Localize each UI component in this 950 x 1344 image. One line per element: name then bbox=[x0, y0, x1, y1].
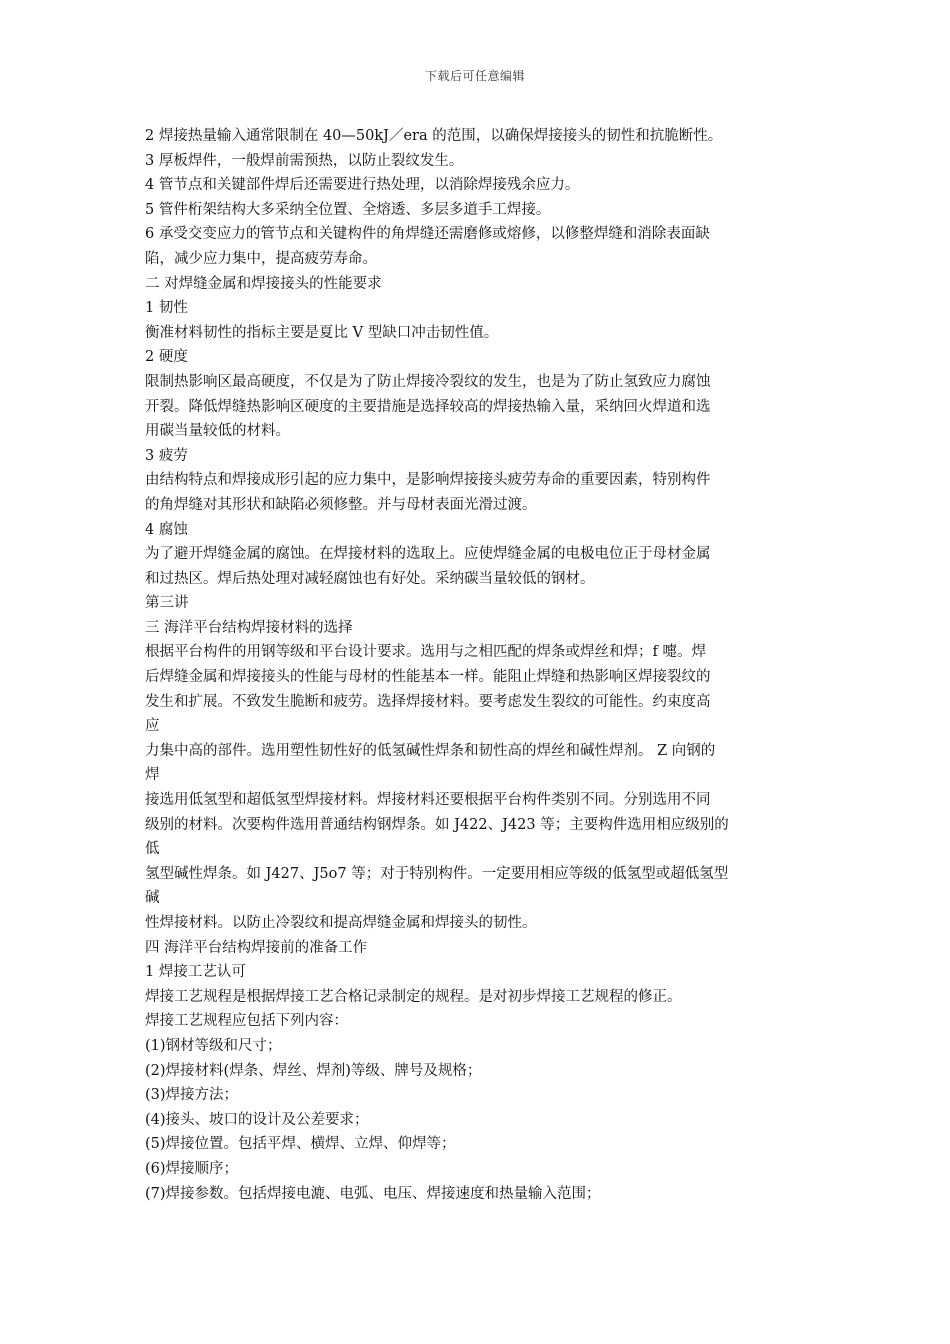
text-line: 6 承受交变应力的管节点和关键构件的角焊缝还需磨修或熔修，以修整焊缝和消除表面缺 bbox=[145, 226, 710, 243]
subsection-heading: 1 焊接工艺认可 bbox=[145, 964, 246, 981]
section-heading: 三 海洋平台结构焊接材料的选择 bbox=[145, 619, 353, 636]
text-line: 用碳当量较低的材料。 bbox=[145, 423, 290, 440]
text-line: 后焊缝金属和焊接接头的性能与母材的性能基本一样。能阻止焊缝和热影响区焊接裂纹的 bbox=[145, 669, 711, 686]
page-header: 下载后可任意编辑 bbox=[424, 69, 525, 83]
text-line: 和过热区。焊后热处理对减轻腐蚀也有好处。采纳碳当量较低的钢材。 bbox=[145, 570, 595, 587]
text-line: 限制热影响区最高硬度，不仅是为了防止焊接冷裂纹的发生，也是为了防止氢致应力腐蚀 bbox=[145, 373, 711, 390]
subsection-heading: 1 韧性 bbox=[145, 300, 188, 317]
text-line: 由结构特点和焊接成形引起的应力集中，是影响焊接接头疲劳寿命的重要因素，特别构件 bbox=[145, 472, 711, 489]
text-line: 应 bbox=[145, 718, 160, 735]
text-line: 5 管件桁架结构大多采纳全位置、全熔透、多层多道手工焊接。 bbox=[145, 201, 551, 218]
lecture-heading: 第三讲 bbox=[145, 595, 189, 612]
text-line: 的角焊缝对其形状和缺陷必须修整。并与母材表面光滑过渡。 bbox=[145, 496, 537, 513]
list-item: (7)焊接参数。包括焊接电漉、电弧、电压、焊接速度和热量输入范围； bbox=[145, 1185, 601, 1202]
text-line: 氢型碱性焊条。如 J427、J5o7 等；对于特别构件。一定要用相应等级的低氢型或超低氢型 bbox=[145, 865, 729, 882]
list-item: (3)焊接方法； bbox=[145, 1087, 239, 1104]
text-line: 衡准材料韧性的指标主要是夏比 V 型缺口冲击韧性值。 bbox=[145, 324, 499, 341]
subsection-heading: 3 疲劳 bbox=[145, 447, 188, 464]
subsection-heading: 4 腐蚀 bbox=[145, 521, 188, 538]
text-line: 3 厚板焊件，一般焊前需预热，以防止裂纹发生。 bbox=[145, 152, 464, 169]
section-heading: 二 对焊缝金属和焊接接头的性能要求 bbox=[145, 275, 382, 292]
text-line: 级别的材料。次要构件选用普通结构钢焊条。如 J422、J423 等；主要构件选用相应级别的 bbox=[145, 816, 729, 833]
document-body bbox=[145, 124, 810, 1206]
list-item: (2)焊接材料(焊条、焊丝、焊剂)等级、牌号及规格； bbox=[145, 1062, 482, 1079]
text-line: 发生和扩展。不致发生脆断和疲劳。选择焊接材料。要考虑发生裂纹的可能性。约束度高 bbox=[145, 693, 711, 710]
text-line: 4 管节点和关键部件焊后还需要进行热处理，以消除焊接残余应力。 bbox=[145, 177, 580, 194]
text-line: 碱 bbox=[145, 890, 160, 907]
text-line: 陷，减少应力集中，提高疲劳寿命。 bbox=[145, 250, 377, 267]
text-line: 接选用低氢型和超低氢型焊接材料。焊接材料还要根据平台构件类别不同。分别选用不同 bbox=[145, 792, 711, 809]
text-line: 开裂。降低焊缝热影响区硬度的主要措施是选择较高的焊接热输入量，采纳回火焊道和选 bbox=[145, 398, 711, 415]
text-line: 根据平台构件的用钢等级和平台设计要求。选用与之相匹配的焊条或焊丝和焊；f 嚏。焊 bbox=[145, 644, 706, 661]
list-item: (1)钢材等级和尺寸； bbox=[145, 1037, 282, 1054]
text-line: 焊接工艺规程是根据焊接工艺合格记录制定的规程。是对初步焊接工艺规程的修正。 bbox=[145, 988, 682, 1005]
section-heading: 四 海洋平台结构焊接前的准备工作 bbox=[145, 939, 368, 956]
list-item: (4)接头、坡口的设计及公差要求； bbox=[145, 1111, 369, 1128]
text-line: 2 焊接热量输入通常限制在 40—50kJ／era 的范围，以确保焊接接头的韧性和抗脆断性。 bbox=[145, 128, 723, 144]
text-line: 为了避开焊缝金属的腐蚀。在焊接材料的选取上。应使焊缝金属的电极电位正于母材金属 bbox=[145, 546, 711, 563]
list-item: (6)焊接顺序； bbox=[145, 1160, 239, 1177]
subsection-heading: 2 硬度 bbox=[145, 349, 188, 366]
text-line: 性焊接材料。以防止冷裂纹和提高焊缝金属和焊接头的韧性。 bbox=[145, 915, 537, 931]
text-line: 力集中高的部件。选用塑性韧性好的低氢碱性焊条和韧性高的焊丝和碱性焊剂。 Z 向钢的 bbox=[145, 742, 716, 759]
text-line: 焊接工艺规程应包括下列内容： bbox=[145, 1013, 348, 1030]
text-line: 低 bbox=[145, 841, 160, 858]
list-item: (5)焊接位置。包括平焊、横焊、立焊、仰焊等； bbox=[145, 1136, 456, 1153]
text-line: 焊 bbox=[145, 767, 160, 784]
